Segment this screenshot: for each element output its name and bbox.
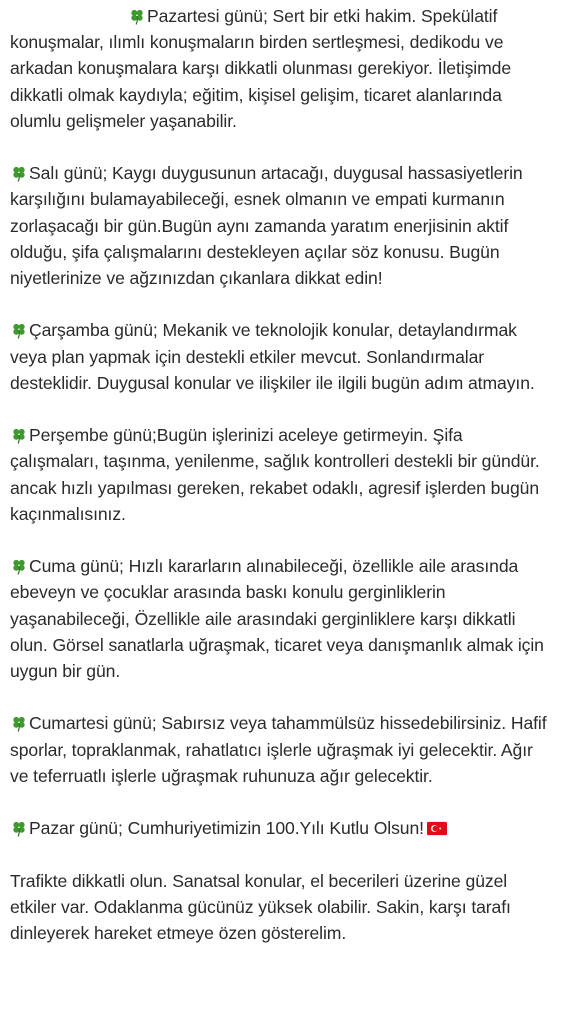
paragraph-text: Çarşamba günü; Mekanik ve teknolojik konular, detaylandırmak veya plan yapmak için destekli etkiler mevcut. Sonlandırmalar desteklidir. Duygusal konular ve ilişkiler ile ilgili bugün adım atmayın. [10, 320, 535, 393]
paragraph-text: Cuma günü; Hızlı kararların alınabileceği, özellikle aile arasında ebeveyn ve çocuklar arasında baskı konulu gerginliklerin yaşanabileceği, Özellikle aile arasındaki gerginliklere karşı dikkatli olun. Görsel sanatlarla uğraşmak, ticaret veya danışmanlık almak için uygun bir gün. [10, 556, 544, 682]
day-paragraph-sunday [10, 815, 550, 841]
day-paragraph-saturday [10, 710, 550, 789]
turkey-flag-icon [427, 821, 447, 836]
four-leaf-clover-icon [10, 819, 28, 837]
day-paragraph-thursday [10, 422, 550, 527]
day-paragraph-monday [10, 3, 550, 134]
paragraph-text: Pazartesi günü; Sert bir etki hakim. Spekülatif konuşmalar, ılımlı konuşmaların birden sertleşmesi, dedikodu ve arkadan konuşmalara karşı dikkatli olunması gerekiyor. İletişimde dikkatli olmak kaydıyla; eğitim, kişisel gelişim, ticaret alanlarında olumlu gelişmeler yaşanabilir. [10, 6, 512, 131]
paragraph-text: Cumartesi günü; Sabırsız veya tahammülsüz hissedebilirsiniz. Hafif sporlar, topraklanmak, rahatlatıcı işlerle uğraşmak iyi gelecektir. Ağır ve teferruatlı işlerle uğraşmak ruhunuza ağır gelecektir. [10, 713, 547, 786]
four-leaf-clover-icon [10, 557, 28, 575]
day-paragraph-tuesday [10, 160, 550, 291]
four-leaf-clover-icon [128, 7, 146, 25]
day-paragraph-wednesday [10, 317, 550, 396]
paragraph-text: Pazar günü; Cumhuriyetimizin 100.Yılı Kutlu Olsun! [29, 818, 424, 839]
paragraph-text: Perşembe günü;Bugün işlerinizi aceleye getirmeyin. Şifa çalışmaları, taşınma, yenilenme, sağlık kontrolleri destekli bir gündür. ancak hızlı yapılması gereken, rekabet odaklı, agresif işlerden bugün kaçınmalısınız. [10, 425, 540, 524]
closing-paragraph: Trafikte dikkatli olun. Sanatsal konular, el becerileri üzerine güzel etkiler var. Odaklanma gücünüz yüksek olabilir. Sakin, karşı tarafı dinleyerek hareket etmeye özen gösterelim. [10, 870, 511, 943]
day-paragraph-friday [10, 553, 550, 684]
four-leaf-clover-icon [10, 714, 28, 732]
paragraph-text: Salı günü; Kaygı duygusunun artacağı, duygusal hassasiyetlerin karşılığını bulamayabileceği, esnek olmanın ve empati kurmanın zorlaşacağı bir gün.Bugün aynı zamanda yaratım enerjisinin aktif olduğu, şifa çalışmalarını destekleyen açılar söz konusu. Bugün niyetlerinize ve ağzınızdan çıkanlara dikkat edin! [10, 163, 523, 289]
four-leaf-clover-icon [10, 164, 28, 182]
four-leaf-clover-icon [10, 426, 28, 444]
four-leaf-clover-icon [10, 321, 28, 339]
